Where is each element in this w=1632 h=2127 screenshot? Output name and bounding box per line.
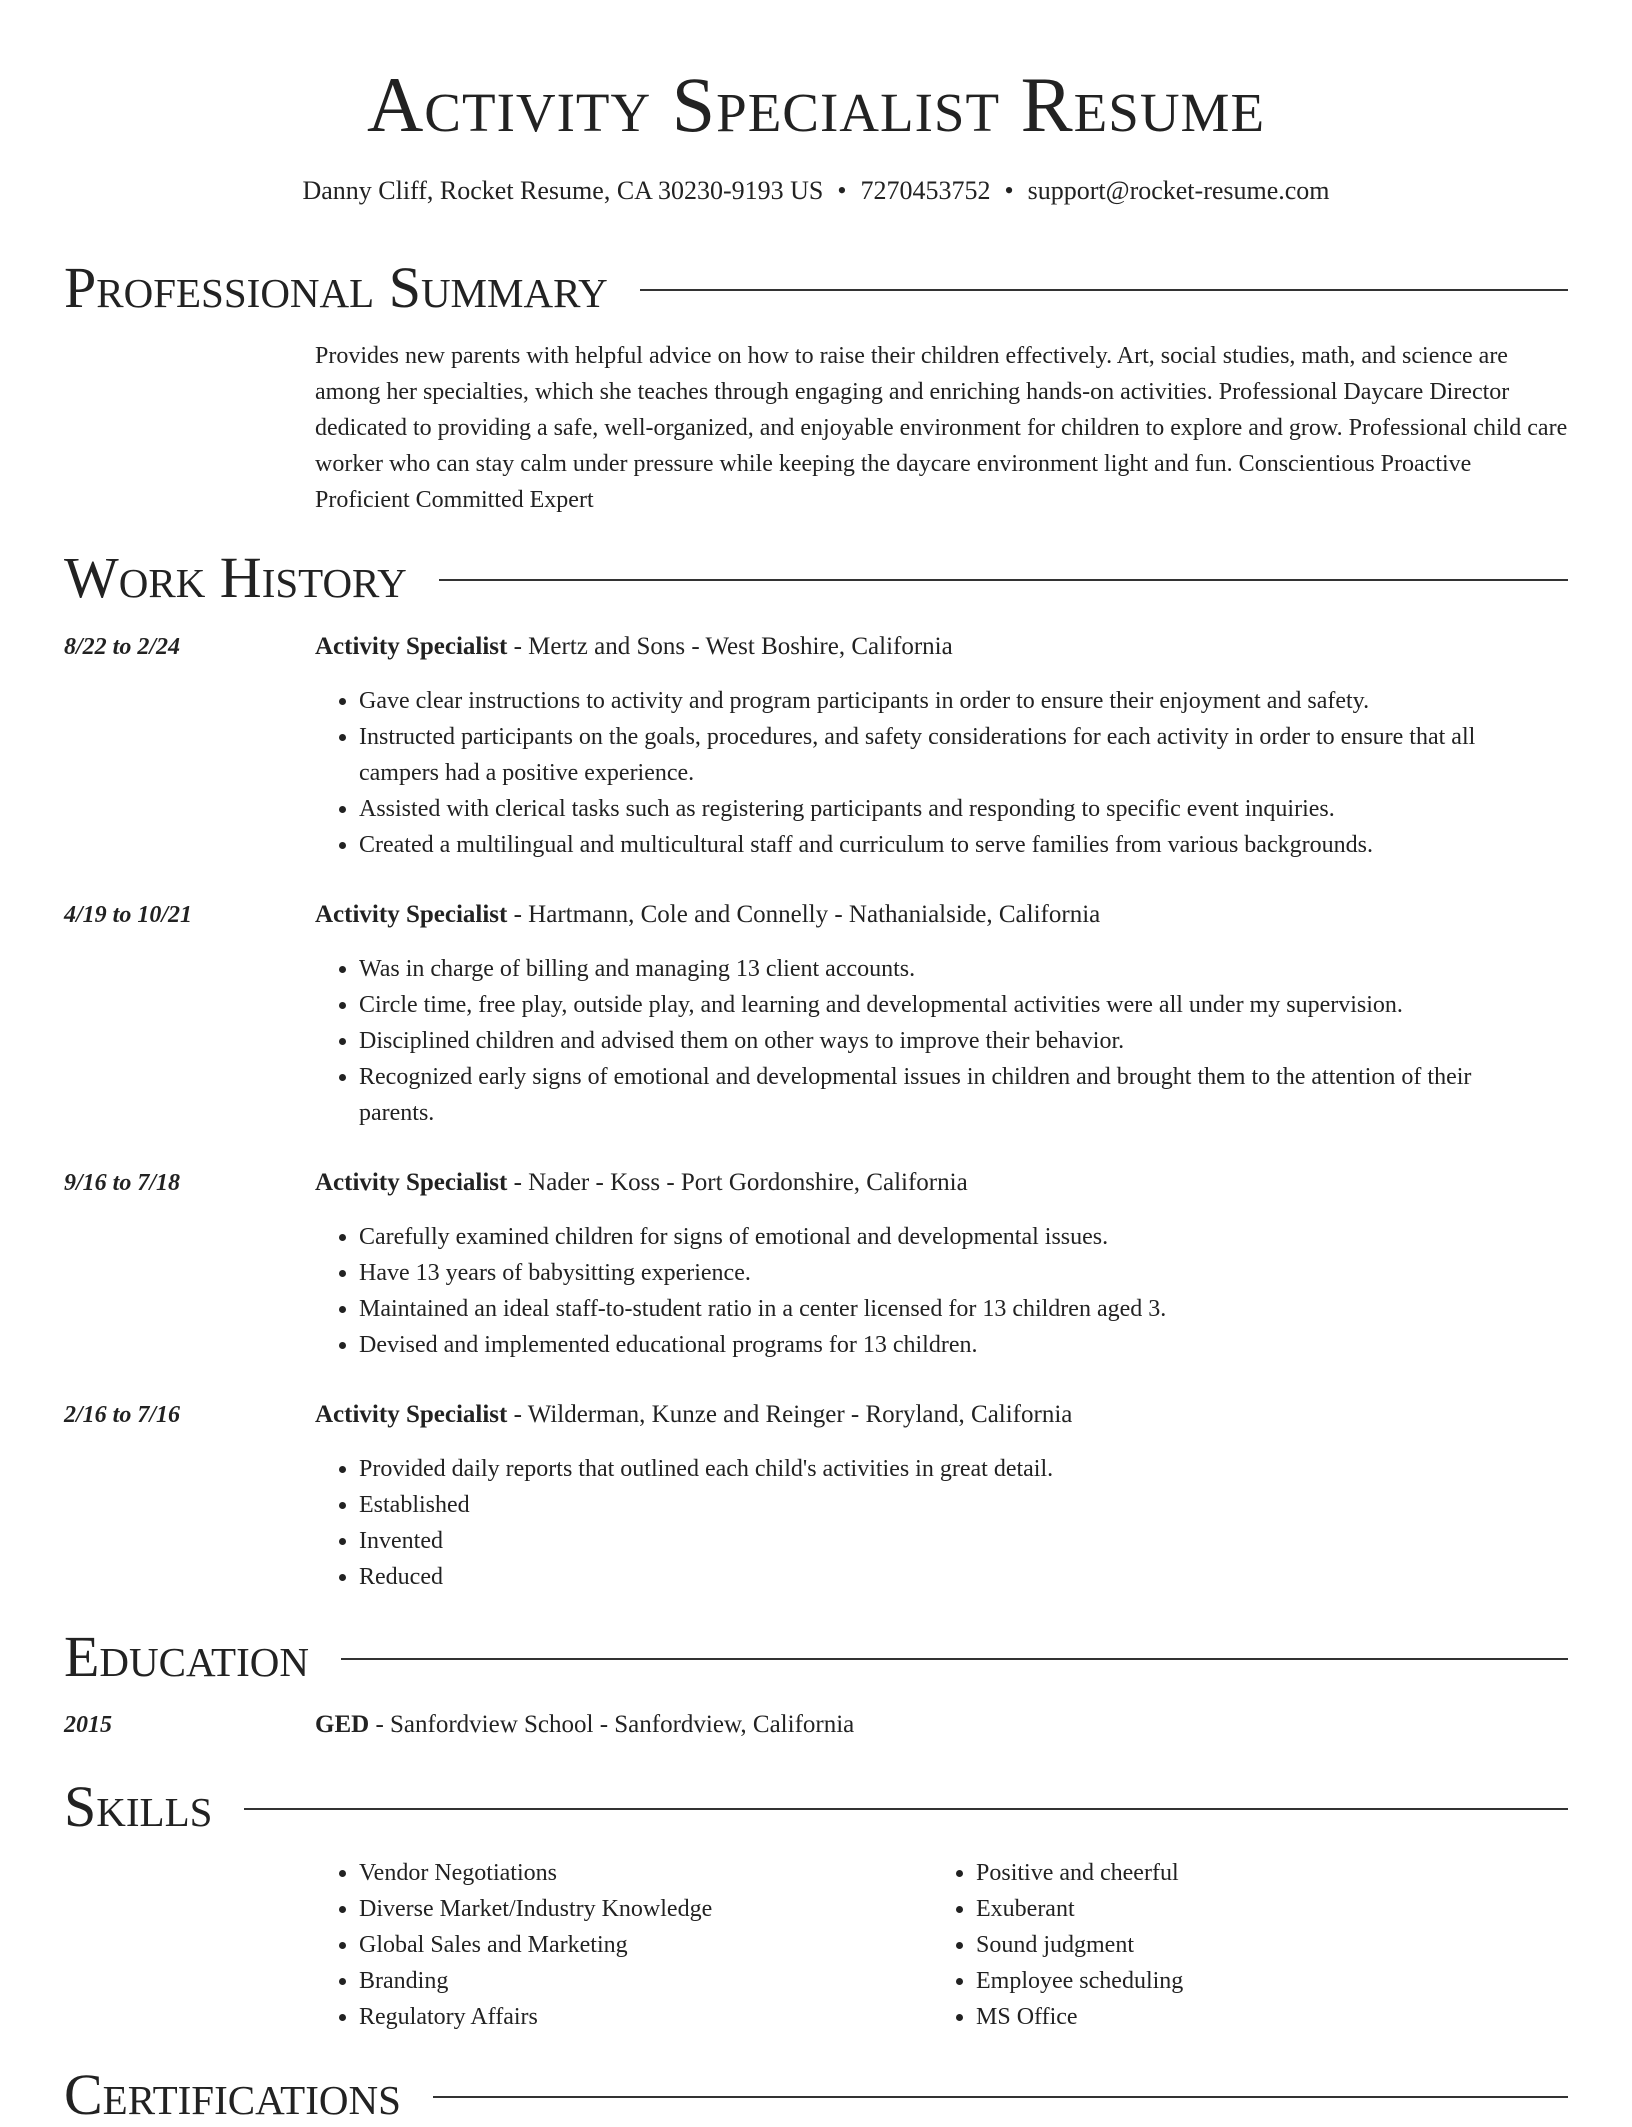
job-details: - Nader - Koss - Port Gordonshire, California	[507, 1169, 968, 1196]
summary-text: Provides new parents with helpful advice on how to raise their children effectively. Art, social studies, math, and science are among her specialties, which she teaches through engaging and enriching hands-on activities. Professional Daycare Director dedicated to providing a safe, well-organized, and enjoyable environment for children to explore and grow. Professional child care worker who can stay calm under pressure while keeping the daycare environment light and fun. Conscientious Proactive Proficient Committed Expert	[315, 343, 1568, 513]
skill-item: • MS Office	[976, 1999, 1576, 2035]
section-divider	[439, 579, 1568, 581]
contact-address: Danny Cliff, Rocket Resume, CA 30230-9193 US	[302, 176, 824, 205]
job-role: Activity Specialist	[315, 1169, 508, 1196]
skill-item: • Employee scheduling	[976, 1963, 1576, 1999]
job-heading	[315, 1165, 968, 1201]
job-bullet: • Instructed participants on the goals, procedures, and safety considerations for each activity in order to ensure that all campers had a positive experience.	[359, 719, 1568, 791]
contact-separator: •	[1004, 176, 1014, 205]
section-header-work	[64, 546, 1568, 610]
job-bullet: • Assisted with clerical tasks such as registering participants and responding to specific event inquiries.	[359, 791, 1568, 827]
skill-item: • Vendor Negotiations	[359, 1855, 939, 1891]
job-heading	[315, 1397, 1072, 1433]
job-bullet: • Devised and implemented educational programs for 13 children.	[359, 1327, 1568, 1363]
job-bullet: • Reduced	[359, 1559, 1568, 1595]
job-heading	[315, 629, 953, 665]
skills-list-left	[315, 1855, 939, 2035]
job-role: Activity Specialist	[315, 1401, 508, 1428]
section-header-certifications	[64, 2063, 1568, 2127]
job-bullet: • Established	[359, 1487, 1568, 1523]
education-year: 2015	[64, 1712, 112, 1738]
section-divider	[341, 1658, 1568, 1660]
section-title-work: Work History	[64, 545, 407, 610]
job-bullet: • Was in charge of billing and managing 13 client accounts.	[359, 951, 1568, 987]
skill-item: • Regulatory Affairs	[359, 1999, 939, 2035]
job-bullet: • Carefully examined children for signs of emotional and developmental issues.	[359, 1219, 1568, 1255]
section-title-skills: Skills	[64, 1774, 213, 1839]
skill-item: • Branding	[359, 1963, 939, 1999]
job-role: Activity Specialist	[315, 633, 508, 660]
skill-item: • Positive and cheerful	[976, 1855, 1576, 1891]
job-dates: 9/16 to 7/18	[64, 1170, 181, 1196]
job-bullet: • Invented	[359, 1523, 1568, 1559]
job-dates: 2/16 to 7/16	[64, 1402, 181, 1428]
section-title-certifications: Certifications	[64, 2062, 401, 2127]
section-header-skills	[64, 1775, 1568, 1839]
skill-item: • Diverse Market/Industry Knowledge	[359, 1891, 939, 1927]
education-heading	[315, 1707, 854, 1743]
job-bullets	[315, 1219, 1568, 1363]
education-degree: GED	[315, 1711, 370, 1738]
job-dates: 4/19 to 10/21	[64, 902, 193, 928]
contact-line	[64, 174, 1568, 208]
job-bullet: • Have 13 years of babysitting experience.	[359, 1255, 1568, 1291]
education-details: - Sanfordview School - Sanfordview, California	[369, 1711, 855, 1738]
contact-email[interactable]: support@rocket-resume.com	[1027, 176, 1330, 205]
job-bullet: • Recognized early signs of emotional and developmental issues in children and brought them to the attention of their parents.	[359, 1059, 1568, 1131]
job-details: - Wilderman, Kunze and Reinger - Roryland, California	[507, 1401, 1073, 1428]
section-divider	[244, 1808, 1568, 1810]
skill-item: • Global Sales and Marketing	[359, 1927, 939, 1963]
section-title-summary: Professional Summary	[64, 255, 608, 320]
job-bullet: • Gave clear instructions to activity and program participants in order to ensure their enjoyment and safety.	[359, 683, 1568, 719]
section-header-summary	[64, 256, 1568, 320]
job-bullet: • Provided daily reports that outlined each child's activities in great detail.	[359, 1451, 1568, 1487]
skills-list-right	[932, 1855, 1576, 2035]
job-role: Activity Specialist	[315, 901, 508, 928]
resume-title: Activity Specialist Resume	[366, 61, 1266, 148]
job-bullet: • Maintained an ideal staff-to-student ratio in a center licensed for 13 children aged 3.	[359, 1291, 1568, 1327]
job-heading	[315, 897, 1100, 933]
skill-item: • Exuberant	[976, 1891, 1576, 1927]
skill-item: • Sound judgment	[976, 1927, 1576, 1963]
job-bullets	[315, 683, 1568, 863]
section-title-education: Education	[64, 1624, 309, 1689]
contact-separator: •	[837, 176, 847, 205]
contact-phone: 7270453752	[860, 176, 991, 205]
job-details: - Mertz and Sons - West Boshire, California	[507, 633, 953, 660]
job-bullet: • Disciplined children and advised them on other ways to improve their behavior.	[359, 1023, 1568, 1059]
section-header-education	[64, 1625, 1568, 1689]
resume-page	[64, 0, 1568, 2127]
job-details: - Hartmann, Cole and Connelly - Nathanialside, California	[507, 901, 1101, 928]
job-dates: 8/22 to 2/24	[64, 634, 181, 660]
job-bullet: • Created a multilingual and multicultural staff and curriculum to serve families from various backgrounds.	[359, 827, 1568, 863]
job-bullets	[315, 951, 1568, 1131]
section-divider	[433, 2096, 1568, 2098]
job-bullets	[315, 1451, 1568, 1595]
section-divider	[640, 289, 1568, 291]
job-bullet: • Circle time, free play, outside play, and learning and developmental activities were all under my supervision.	[359, 987, 1568, 1023]
